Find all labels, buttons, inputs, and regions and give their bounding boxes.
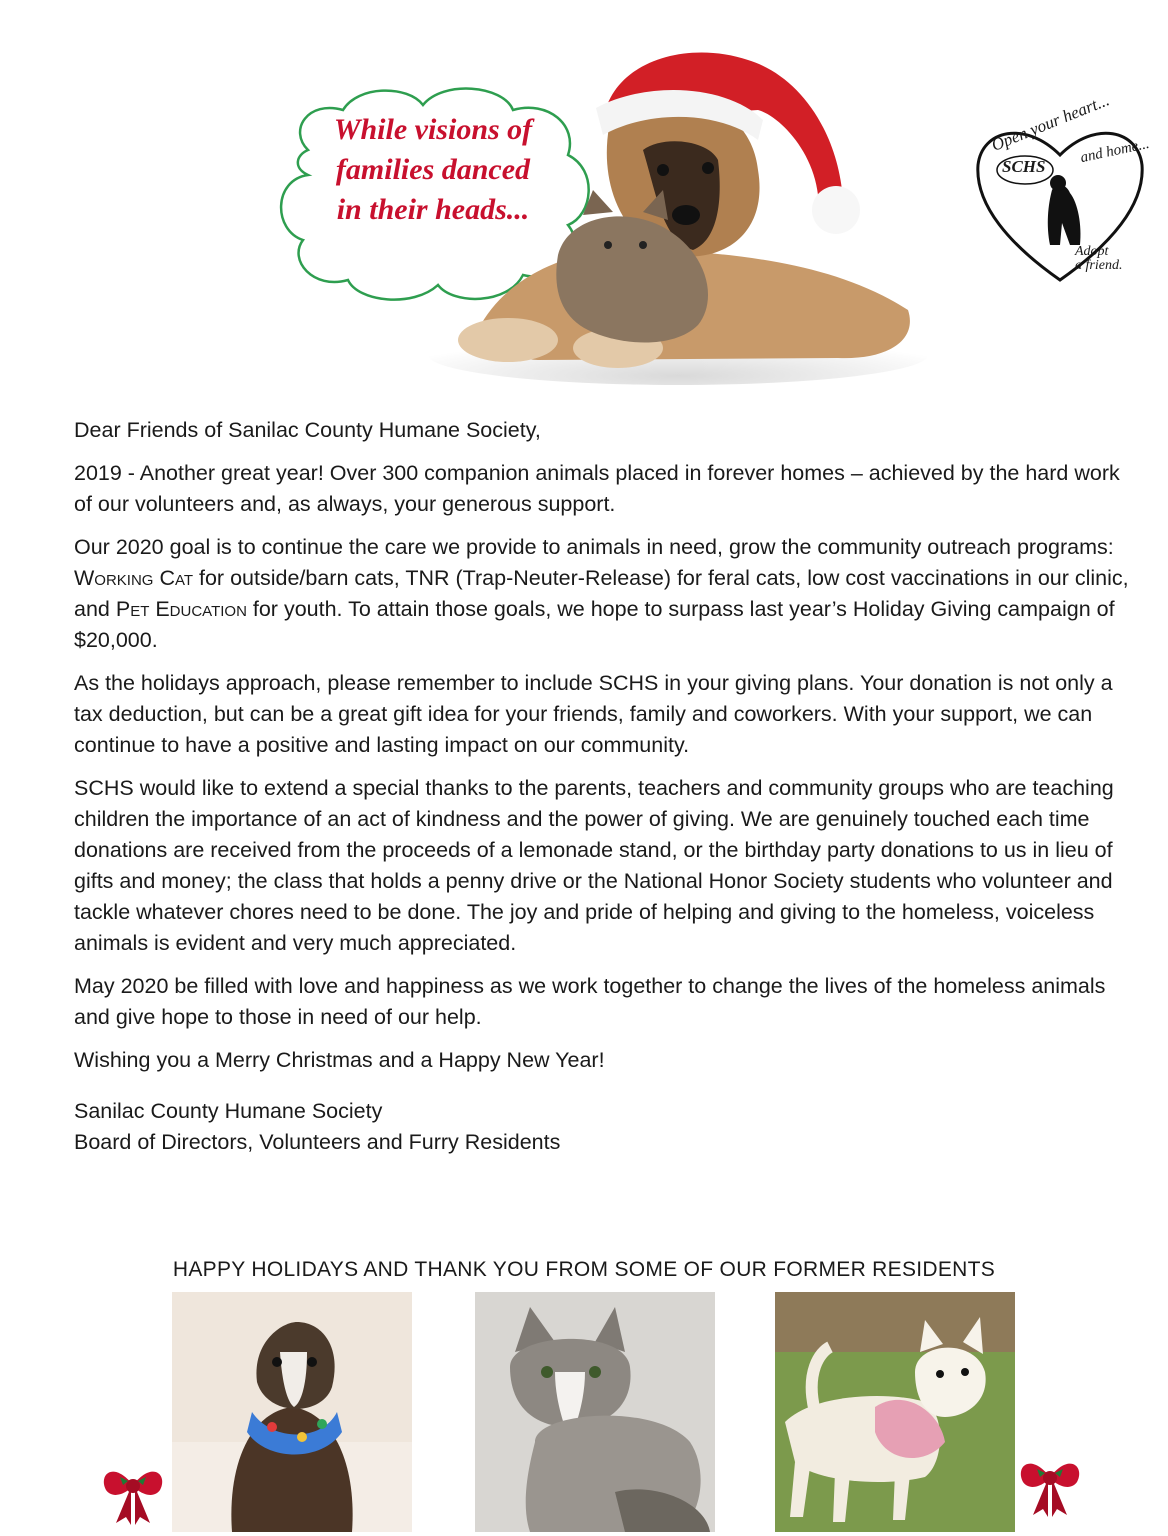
logo-adopt xyxy=(1075,245,1122,273)
logo-adopt-line: a friend. xyxy=(1075,258,1123,273)
schs-logo xyxy=(970,90,1151,290)
pet-photo-small-dog xyxy=(775,1292,1015,1532)
signature xyxy=(74,1096,1134,1158)
paragraph: As the holidays approach, please remember to include SCHS in your giving plans. Your donation is not only a tax deduction, but can be a great gift idea for your friends, family and coworkers. With your support, we can continue to have a positive and lasting impact on our community. xyxy=(74,671,1113,757)
program-name: Pet Education xyxy=(115,597,247,621)
christmas-bow-icon xyxy=(98,1455,168,1525)
pet-photo-dog xyxy=(172,1292,412,1532)
paragraph: May 2020 be filled with love and happiness as we work together to change the lives of the homeless animals and give hope to those in need of our help. xyxy=(74,974,1106,1029)
paragraph: SCHS would like to extend a special thanks to the parents, teachers and community groups who are teaching children the importance of an act of kindness and the power of giving. We are genuinely touched each time donations are received from the proceeds of a lemonade stand, or the birthday party donations to us in lieu of gifts and money; the class that holds a penny drive or the National Honor Society students who volunteer and tackle whatever chores need to be done. The joy and pride of helping and giving to the homeless, voiceless animals is evident and very much appreciated. xyxy=(74,776,1114,955)
paragraph: Wishing you a Merry Christmas and a Happy New Year! xyxy=(74,1048,605,1072)
bubble-line: in their heads... xyxy=(336,193,530,226)
text-run: for outside/barn cats, TNR (Trap-Neuter-Release) for feral cats, low cost vaccinations in our clinic, and xyxy=(74,566,1129,621)
logo-name: SCHS xyxy=(1002,157,1046,176)
paragraph xyxy=(74,532,1134,656)
pet-photo-cat xyxy=(475,1292,715,1532)
thank-you-banner: HAPPY HOLIDAYS AND THANK YOU FROM SOME OF OUR FORMER RESIDENTS xyxy=(172,1258,996,1281)
text-run: Our 2020 goal is to continue the care we provide to animals in need, grow the community outreach programs: xyxy=(74,535,1114,559)
bubble-line: While visions of xyxy=(333,113,533,146)
text-run: for youth. To attain those goals, we hope to surpass last year’s Holiday Giving campaign of $20,000. xyxy=(74,597,1115,652)
signature-line: Sanilac County Humane Society xyxy=(74,1099,383,1123)
bubble-line: families danced xyxy=(335,153,531,186)
logo-tagline-home: and home... xyxy=(1078,135,1151,167)
logo-adopt-line: Adopt xyxy=(1075,244,1109,259)
dog-and-cat-photo xyxy=(418,40,943,390)
christmas-bow-icon xyxy=(1015,1447,1085,1517)
signature-line: Board of Directors, Volunteers and Furry Residents xyxy=(74,1130,561,1154)
letter-body xyxy=(74,415,1134,1158)
paragraph: 2019 - Another great year! Over 300 companion animals placed in forever homes – achieved by the hard work of our volunteers and, as always, your generous support. xyxy=(74,461,1120,516)
program-name: Working Cat xyxy=(74,566,194,590)
greeting: Dear Friends of Sanilac County Humane Society, xyxy=(74,418,541,442)
hero-image-area xyxy=(268,40,968,390)
logo-tagline-top: Open your heart... xyxy=(988,90,1112,155)
